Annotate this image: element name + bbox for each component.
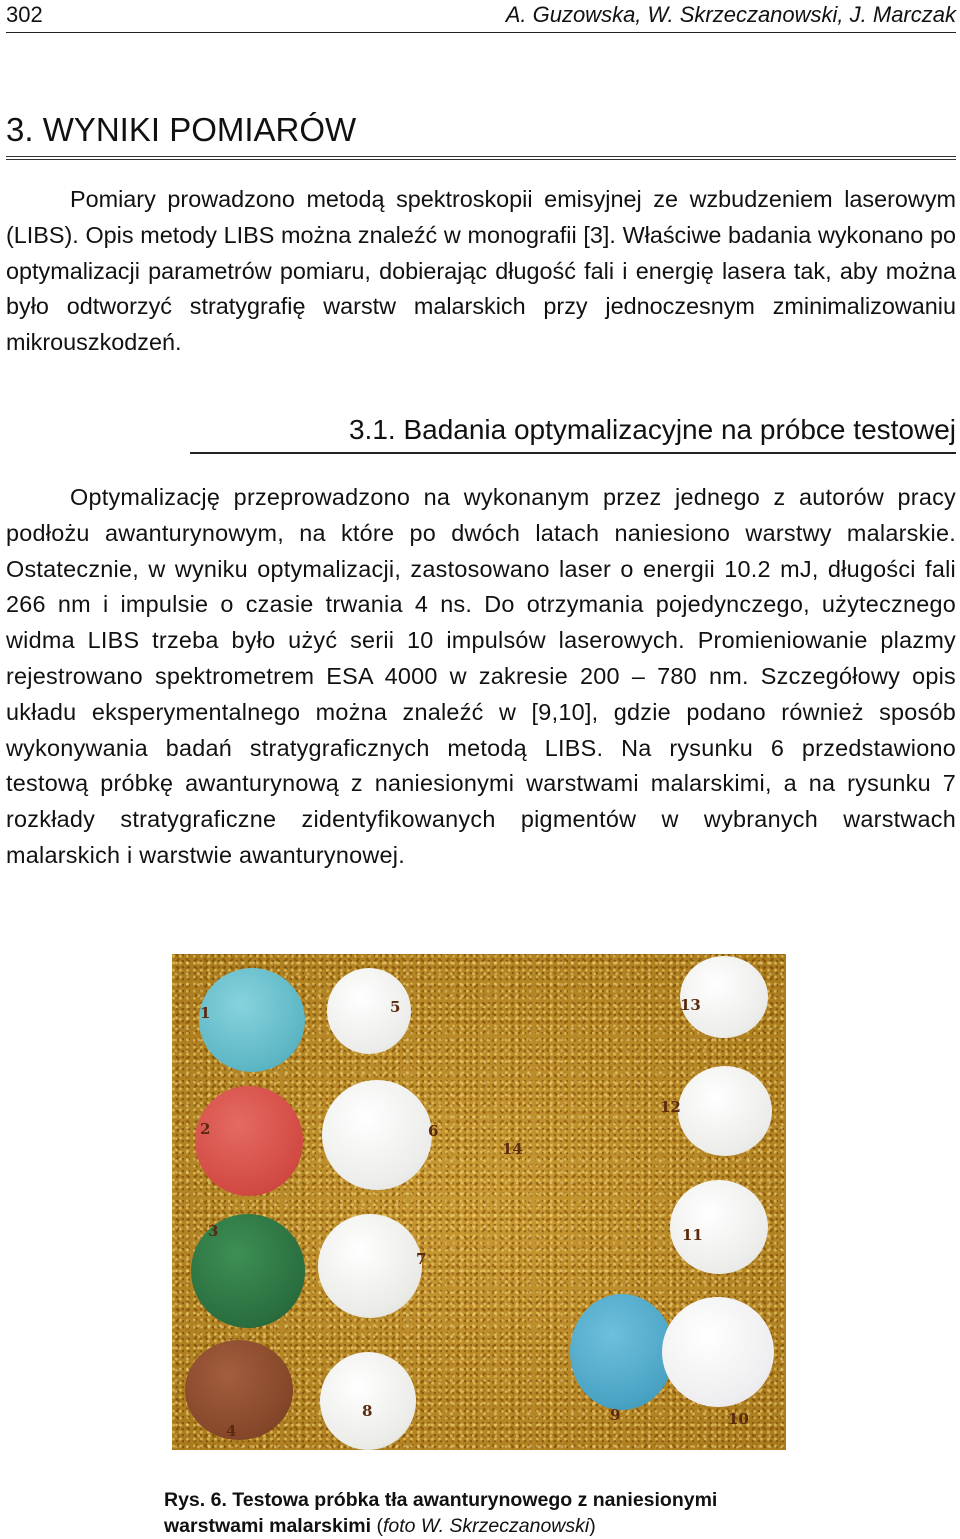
sample-disc-8 — [320, 1352, 416, 1450]
sample-photo — [172, 954, 786, 1450]
caption-label: Rys. 6. Testowa próbka tła awanturynowego z naniesionymi — [164, 1489, 718, 1511]
sample-number-12: 12 — [660, 1098, 681, 1116]
sample-number-9: 9 — [610, 1406, 621, 1424]
sample-number-6: 6 — [428, 1122, 439, 1140]
sample-number-14: 14 — [502, 1140, 523, 1158]
sample-number-13: 13 — [680, 996, 701, 1014]
page-header — [6, 0, 956, 33]
sample-number-2: 2 — [200, 1120, 211, 1138]
sample-number-5: 5 — [390, 998, 401, 1016]
sample-disc-12 — [678, 1066, 772, 1156]
figure-caption — [164, 1487, 864, 1539]
section-paragraph-text: Pomiary prowadzono metodą spektroskopii emisyjnej ze wzbudzeniem laserowym (LIBS). Opis metody LIBS można znaleźć w monografii [3]. Właściwe badania wykonano po optymalizacji parametrów pomiaru, dobierając długość fali i energię lasera tak, aby można było odtworzyć stratygrafię warstw malarskich przy jednoczesnym zminimalizowaniu mikrouszkodzeń. — [6, 186, 956, 356]
sample-disc-10 — [662, 1297, 774, 1407]
sample-number-10: 10 — [728, 1410, 749, 1428]
subsection-paragraph — [6, 480, 956, 874]
page-number: 302 — [6, 2, 43, 27]
subsection-title: 3.1. Badania optymalizacyjne na próbce testowej — [190, 408, 956, 454]
sample-disc-7 — [318, 1214, 422, 1318]
running-authors: A. Guzowska, W. Skrzeczanowski, J. Marczak — [505, 2, 956, 27]
sample-number-7: 7 — [416, 1250, 427, 1268]
sample-number-8: 8 — [362, 1402, 373, 1420]
sample-disc-4 — [185, 1340, 293, 1440]
section-paragraph — [6, 182, 956, 361]
section-title: 3. WYNIKI POMIARÓW — [6, 108, 956, 160]
sample-number-4: 4 — [226, 1422, 237, 1440]
sample-disc-9 — [570, 1294, 674, 1410]
sample-number-11: 11 — [682, 1226, 703, 1244]
subsection-paragraph-text: Optymalizację przeprowadzono na wykonanym przez jednego z autorów pracy podłożu awanturynowym, na które po dwóch latach naniesiono warstwy malarskie. Ostatecznie, w wyniku optymalizacji, zastosowano laser o energii 10.2 mJ, długości fali 266 nm i impulsie o czasie trwania 4 ns. Do otrzymania pojedynczego, użytecznego widma LIBS trzeba było użyć serii 10 impulsów laserowych. Promieniowanie plazmy rejestrowano spektrometrem ESA 4000 w zakresie 200 – 780 nm. Szczegółowy opis układu eksperymentalnego można znaleźć w [9,10], gdzie podano również sposób wykonywania badań stratygraficznych metodą LIBS. Na rysunku 6 przedstawiono testową próbkę awanturynową z naniesionymi warstwami malarskimi, a na rysunku 7 rozkłady stratygraficzne zidentyfikowanych pigmentów w wybranych warstwach malarskich i warstwie awanturynowej. — [6, 484, 956, 868]
sample-number-3: 3 — [208, 1222, 219, 1240]
sample-number-1: 1 — [200, 1004, 211, 1022]
sample-disc-6 — [322, 1080, 432, 1190]
photo-credit: (foto W. Skrzeczanowski) — [376, 1515, 596, 1537]
sample-disc-2 — [195, 1086, 303, 1196]
sample-disc-1 — [199, 968, 305, 1072]
caption-line2: warstwami malarskimi — [164, 1515, 372, 1537]
